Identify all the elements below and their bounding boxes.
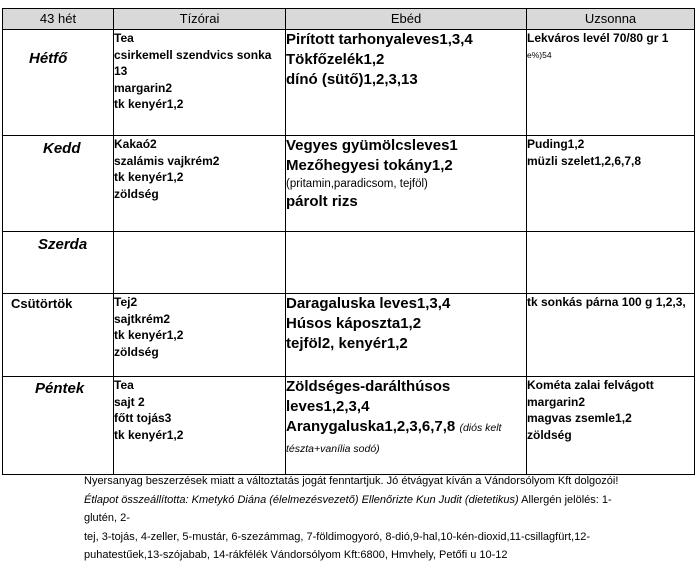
row-szerda <box>3 232 695 294</box>
menu-item: 13 <box>114 64 128 78</box>
day-cell <box>3 377 114 475</box>
weekly-menu-table <box>2 8 695 475</box>
menu-item: Tea <box>114 378 134 392</box>
menu-item: dínó (sütő)1,2,3,13 <box>286 71 418 88</box>
menu-item: Tökfőzelék1,2 <box>286 51 385 68</box>
menu-item-note: (pritamin,paradicsom, tejföl) <box>286 178 428 190</box>
menu-item: Daragaluska leves1,3,4 <box>286 295 451 312</box>
footer-allergen-intro <box>84 491 629 528</box>
tizorai-header: Tízórai <box>114 9 286 30</box>
footer-notes <box>84 472 629 565</box>
menu-item: Húsos káposzta1,2 <box>286 315 422 332</box>
ebed-cell <box>286 377 527 475</box>
footer-disclaimer: Nyersanyag beszerzések miatt a változtatás jogát fenntartjuk. Jó étvágyat kíván a Vándorsólyom Kft dolgozói! <box>84 475 619 487</box>
menu-item: Mezőhegyesi tokány1,2 <box>286 157 453 174</box>
menu-item: tk kenyér1,2 <box>114 170 184 184</box>
ebed-cell <box>286 30 527 136</box>
footer-address: puhatestűek,13-szójabab, 14-rákfélék Vándorsólyom Kft:6800, Hmvhely, Petőfi u 10-12 <box>84 549 508 561</box>
menu-item-note: (diós kelt tészta+vanília sodó) <box>286 422 502 455</box>
menu-item-with-note <box>286 417 526 459</box>
day-name: Kedd <box>43 140 81 157</box>
day-name: Szerda <box>38 236 88 253</box>
menu-item: zöldség <box>527 427 572 442</box>
tizorai-cell <box>114 377 286 475</box>
tizorai-cell <box>114 136 286 232</box>
tizorai-cell <box>114 294 286 377</box>
menu-item: Zöldséges-darálthúsos <box>286 378 451 395</box>
tizorai-cell <box>114 232 286 294</box>
menu-item: Puding1,2 <box>527 137 585 151</box>
row-csutortok <box>3 294 695 377</box>
footer-allergen-label: Allergén jelölés: 1- glutén, 2- <box>84 493 612 524</box>
menu-item: margarin2 <box>114 80 173 95</box>
menu-item: tk kenyér1,2 <box>114 427 184 442</box>
menu-item: főtt tojás3 <box>114 411 172 425</box>
menu-item: Tej2 <box>114 295 138 309</box>
day-cell <box>3 294 114 377</box>
uzsonna-header: Uzsonna <box>527 9 695 30</box>
row-hetfo <box>3 30 695 136</box>
menu-item: szalámis vajkrém2 <box>114 153 220 168</box>
menu-item: Tea <box>114 31 134 45</box>
day-cell <box>3 136 114 232</box>
uzsonna-cell <box>527 136 695 232</box>
menu-item: Pirított tarhonyaleves1,3,4 <box>286 31 473 48</box>
ebed-header: Ebéd <box>286 9 527 30</box>
week-header: 43 hét <box>3 9 114 30</box>
menu-item-note: e%)54 <box>527 49 552 60</box>
menu-item: tk kenyér1,2 <box>114 97 184 111</box>
menu-item: párolt rizs <box>286 193 358 210</box>
ebed-cell <box>286 294 527 377</box>
menu-item: zöldség <box>114 344 159 359</box>
menu-item: csirkemell szendvics sonka <box>114 47 272 62</box>
menu-item: Lekváros levél 70/80 gr 1 <box>527 31 669 45</box>
menu-item: Vegyes gyümölcsleves1 <box>286 137 458 154</box>
menu-item: müzli szelet1,2,6,7,8 <box>527 153 642 168</box>
tizorai-cell <box>114 30 286 136</box>
menu-item: tk sonkás párna 100 g 1,2,3, <box>527 295 686 309</box>
menu-item: Kométa zalai felvágott <box>527 378 654 392</box>
uzsonna-cell <box>527 232 695 294</box>
menu-item: tk kenyér1,2 <box>114 328 184 342</box>
uzsonna-cell <box>527 30 695 136</box>
menu-item: tejföl2, kenyér1,2 <box>286 335 408 352</box>
row-pentek <box>3 377 695 475</box>
header-row <box>3 9 695 30</box>
day-name: Csütörtök <box>11 296 73 311</box>
uzsonna-cell <box>527 294 695 377</box>
ebed-cell <box>286 136 527 232</box>
row-kedd <box>3 136 695 232</box>
day-cell <box>3 30 114 136</box>
footer-compiled-by: Étlapot összeállította: Kmetykó Diána (élelmezésvezető) Ellenőrizte Kun Judit (dietetikus) <box>84 493 519 506</box>
menu-item: magvas zsemle1,2 <box>527 411 632 425</box>
uzsonna-cell <box>527 377 695 475</box>
menu-item: Kakaó2 <box>114 137 157 151</box>
menu-item: margarin2 <box>527 394 586 409</box>
day-name: Hétfő <box>29 50 68 67</box>
footer-allergen-list: tej, 3-tojás, 4-zeller, 5-mustár, 6-szezámmag, 7-földimogyoró, 8-dió,9-hal,10-kén-dioxid,11-csillagfürt,12- <box>84 530 591 543</box>
menu-item: sajt 2 <box>114 394 145 409</box>
menu-item: zöldség <box>114 186 159 201</box>
day-cell <box>3 232 114 294</box>
menu-item: sajtkrém2 <box>114 311 171 326</box>
menu-item: Aranygaluska1,2,3,6,7,8 <box>286 418 456 435</box>
day-name: Péntek <box>35 380 85 397</box>
ebed-cell <box>286 232 527 294</box>
menu-item: leves1,2,3,4 <box>286 398 370 415</box>
